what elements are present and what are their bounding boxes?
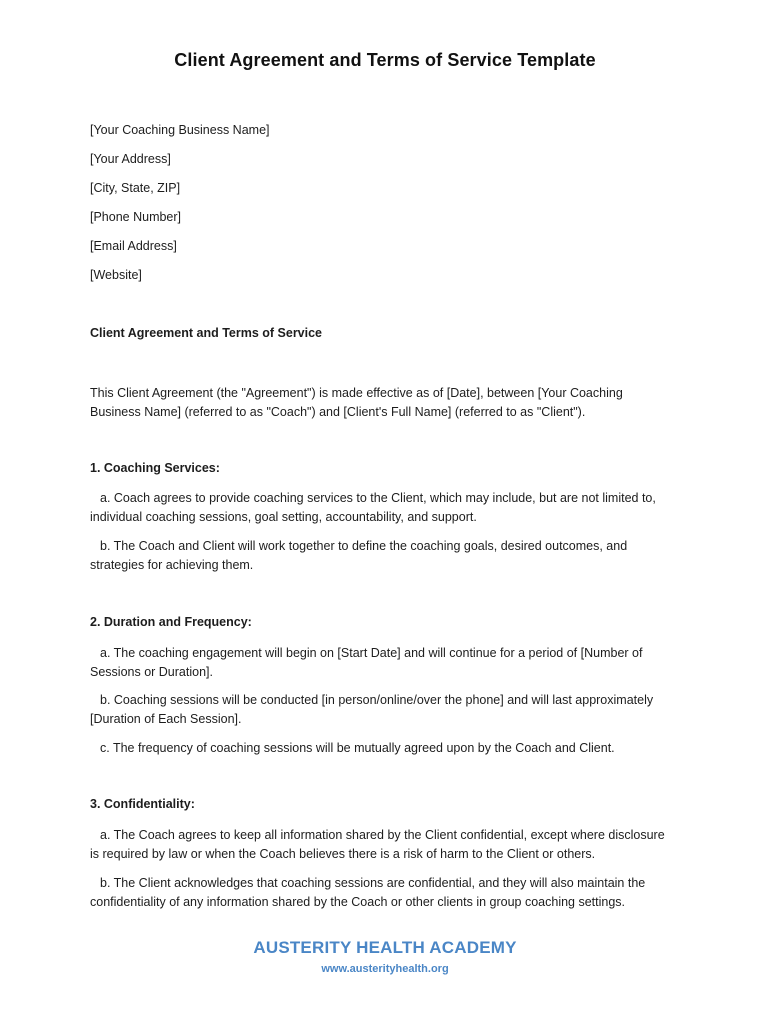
phone-number-field: [Phone Number]	[90, 210, 182, 224]
agreement-subtitle: Client Agreement and Terms of Service	[90, 326, 323, 340]
section-item: a. The Coach agrees to keep all information shared by the Client confidential, except where disclosure is required by law or when the Coach believes there is a risk of harm to the Client or others.	[90, 828, 665, 861]
section-item: a. Coach agrees to provide coaching services to the Client, which may include, but are not limited to, individual coaching sessions, goal setting, accountability, and support.	[90, 491, 656, 524]
footer-brand-logo: AUSTERITY HEALTH ACADEMY	[253, 938, 517, 957]
section-heading: 1. Coaching Services:	[90, 461, 220, 475]
section-item: b. Coaching sessions will be conducted [in person/online/over the phone] and will last approximately [Duration of Each Session].	[90, 693, 654, 726]
section-item: a. The coaching engagement will begin on [Start Date] and will continue for a period of [Number of Sessions or Duration].	[90, 646, 643, 679]
section-item: b. The Client acknowledges that coaching sessions are confidential, and they will also maintain the confidentiality of any information shared by the Coach or other clients in group coaching settings.	[90, 876, 646, 909]
section-heading: 3. Confidentiality:	[90, 797, 195, 811]
intro-paragraph: This Client Agreement (the "Agreement") is made effective as of [Date], between [Your Coaching Business Name] (referred to as "Coach") and [Client's Full Name] (referred to as "Client").	[90, 386, 623, 419]
section-item: c. The frequency of coaching sessions will be mutually agreed upon by the Coach and Client.	[100, 741, 615, 755]
section-heading: 2. Duration and Frequency:	[90, 615, 252, 629]
website-field: [Website]	[90, 268, 142, 282]
document-title: Client Agreement and Terms of Service Template	[174, 50, 596, 70]
address-field: [Your Address]	[90, 152, 171, 166]
business-name-field: [Your Coaching Business Name]	[90, 123, 270, 137]
email-address-field: [Email Address]	[90, 239, 177, 253]
city-state-zip-field: [City, State, ZIP]	[90, 181, 181, 195]
section-item: b. The Coach and Client will work together to define the coaching goals, desired outcomes, and strategies for achieving them.	[90, 539, 628, 572]
footer-website-link[interactable]: www.austerityhealth.org	[321, 963, 449, 975]
